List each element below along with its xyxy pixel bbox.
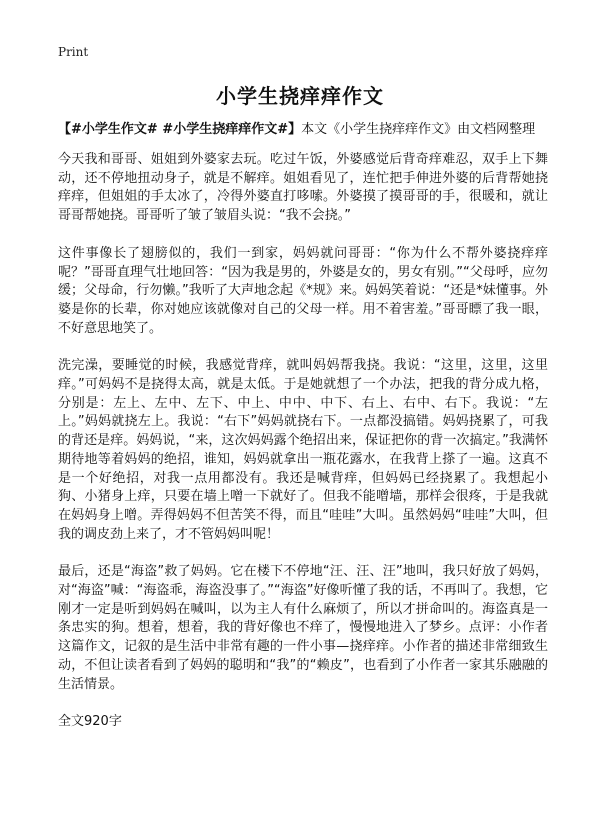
paragraph: 最后，还是“海盗”救了妈妈。它在楼下不停地“汪、汪、汪”地叫，我只好放了妈妈，对“海盗”喊：“海盗乖，海盗没事了。”“海盗”好像听懂了我的话，不再叫了。我想，它刚才一定是听到妈妈在喊叫，以为主人有什么麻烦了，所以才拼命叫的。海盗真是一条忠实的狗。想着，想着，我的背好像也不痒了，慢慢地进入了梦乡。点评：小作者这篇作文，记叙的是生活中非常有趣的一件小事—挠痒痒。小作者的描述非常细致生动，不但让读者看到了妈妈的聪明和“我”的“赖皮”，也看到了小作者一家其乐融融的生活情景。 (58, 564, 548, 692)
intro-tags: 【#小学生作文# #小学生挠痒痒作文#】 (58, 122, 302, 137)
intro-line (58, 121, 548, 139)
paragraph: 洗完澡，要睡觉的时候，我感觉背痒，就叫妈妈帮我挠。我说：“这里，这里，这里痒。”可妈妈不是挠得太高，就是太低。于是她就想了一个办法，把我的背分成九格，分别是：左上、左中、左下、中上、中中、中下、右上、右中、右下。我说：“左上。”妈妈就挠左上。我说：“右下”妈妈就挠右下。一点都没搞错。妈妈挠累了，可我的背还是痒。妈妈说，“来，这次妈妈露个绝招出来，保证把你的背一次搞定。”我满怀期待地等着妈妈的绝招，谁知，妈妈就拿出一瓶花露水，在我背上搽了一遍。这真不是一个好绝招，对我一点用都没有。我还是喊背痒，但妈妈已经挠累了。我想起小狗、小猪身上痒，只要在墙上噌一下就好了。但我不能噌墙，那样会很疼，于是我就在妈妈身上噌。弄得妈妈不但苦笑不得，而且“哇哇”大叫。虽然妈妈“哇哇”大叫，但我的调皮劲上来了，才不管妈妈叫呢！ (58, 358, 548, 542)
page-title: 小学生挠痒痒作文 (216, 84, 384, 108)
word-count: 全文920字 (58, 714, 122, 730)
print-link[interactable]: Print (58, 45, 89, 59)
intro-source: 本文《小学生挠痒痒作文》由文档网整理 (301, 122, 536, 137)
paragraph: 这件事像长了翅膀似的，我们一到家，妈妈就问哥哥：“你为什么不帮外婆挠痒痒呢？”哥哥直理气壮地回答：“因为我是男的，外婆是女的，男女有别。”“父母呼，应勿缓；父母命，行勿懒。”我听了大声地念起《*规》来。妈妈笑着说：“还是*妹懂事。外婆是你的长辈，你对她应该就像对自己的父母一样。用不着害羞。”哥哥瞟了我一眼，不好意思地笑了。 (58, 245, 548, 336)
paragraph: 今天我和哥哥、姐姐到外婆家去玩。吃过午饭，外婆感觉后背奇痒难忍，双手上下舞动，还不停地扭动身子，就是不解痒。姐姐看见了，连忙把手伸进外婆的后背帮她挠痒痒，但姐姐的手太冰了，冷得外婆直打哆嗦。外婆摸了摸哥哥的手，很暖和，就让哥哥帮她挠。哥哥听了皱了皱眉头说：“我不会挠。” (58, 152, 548, 224)
article-body (58, 151, 548, 732)
